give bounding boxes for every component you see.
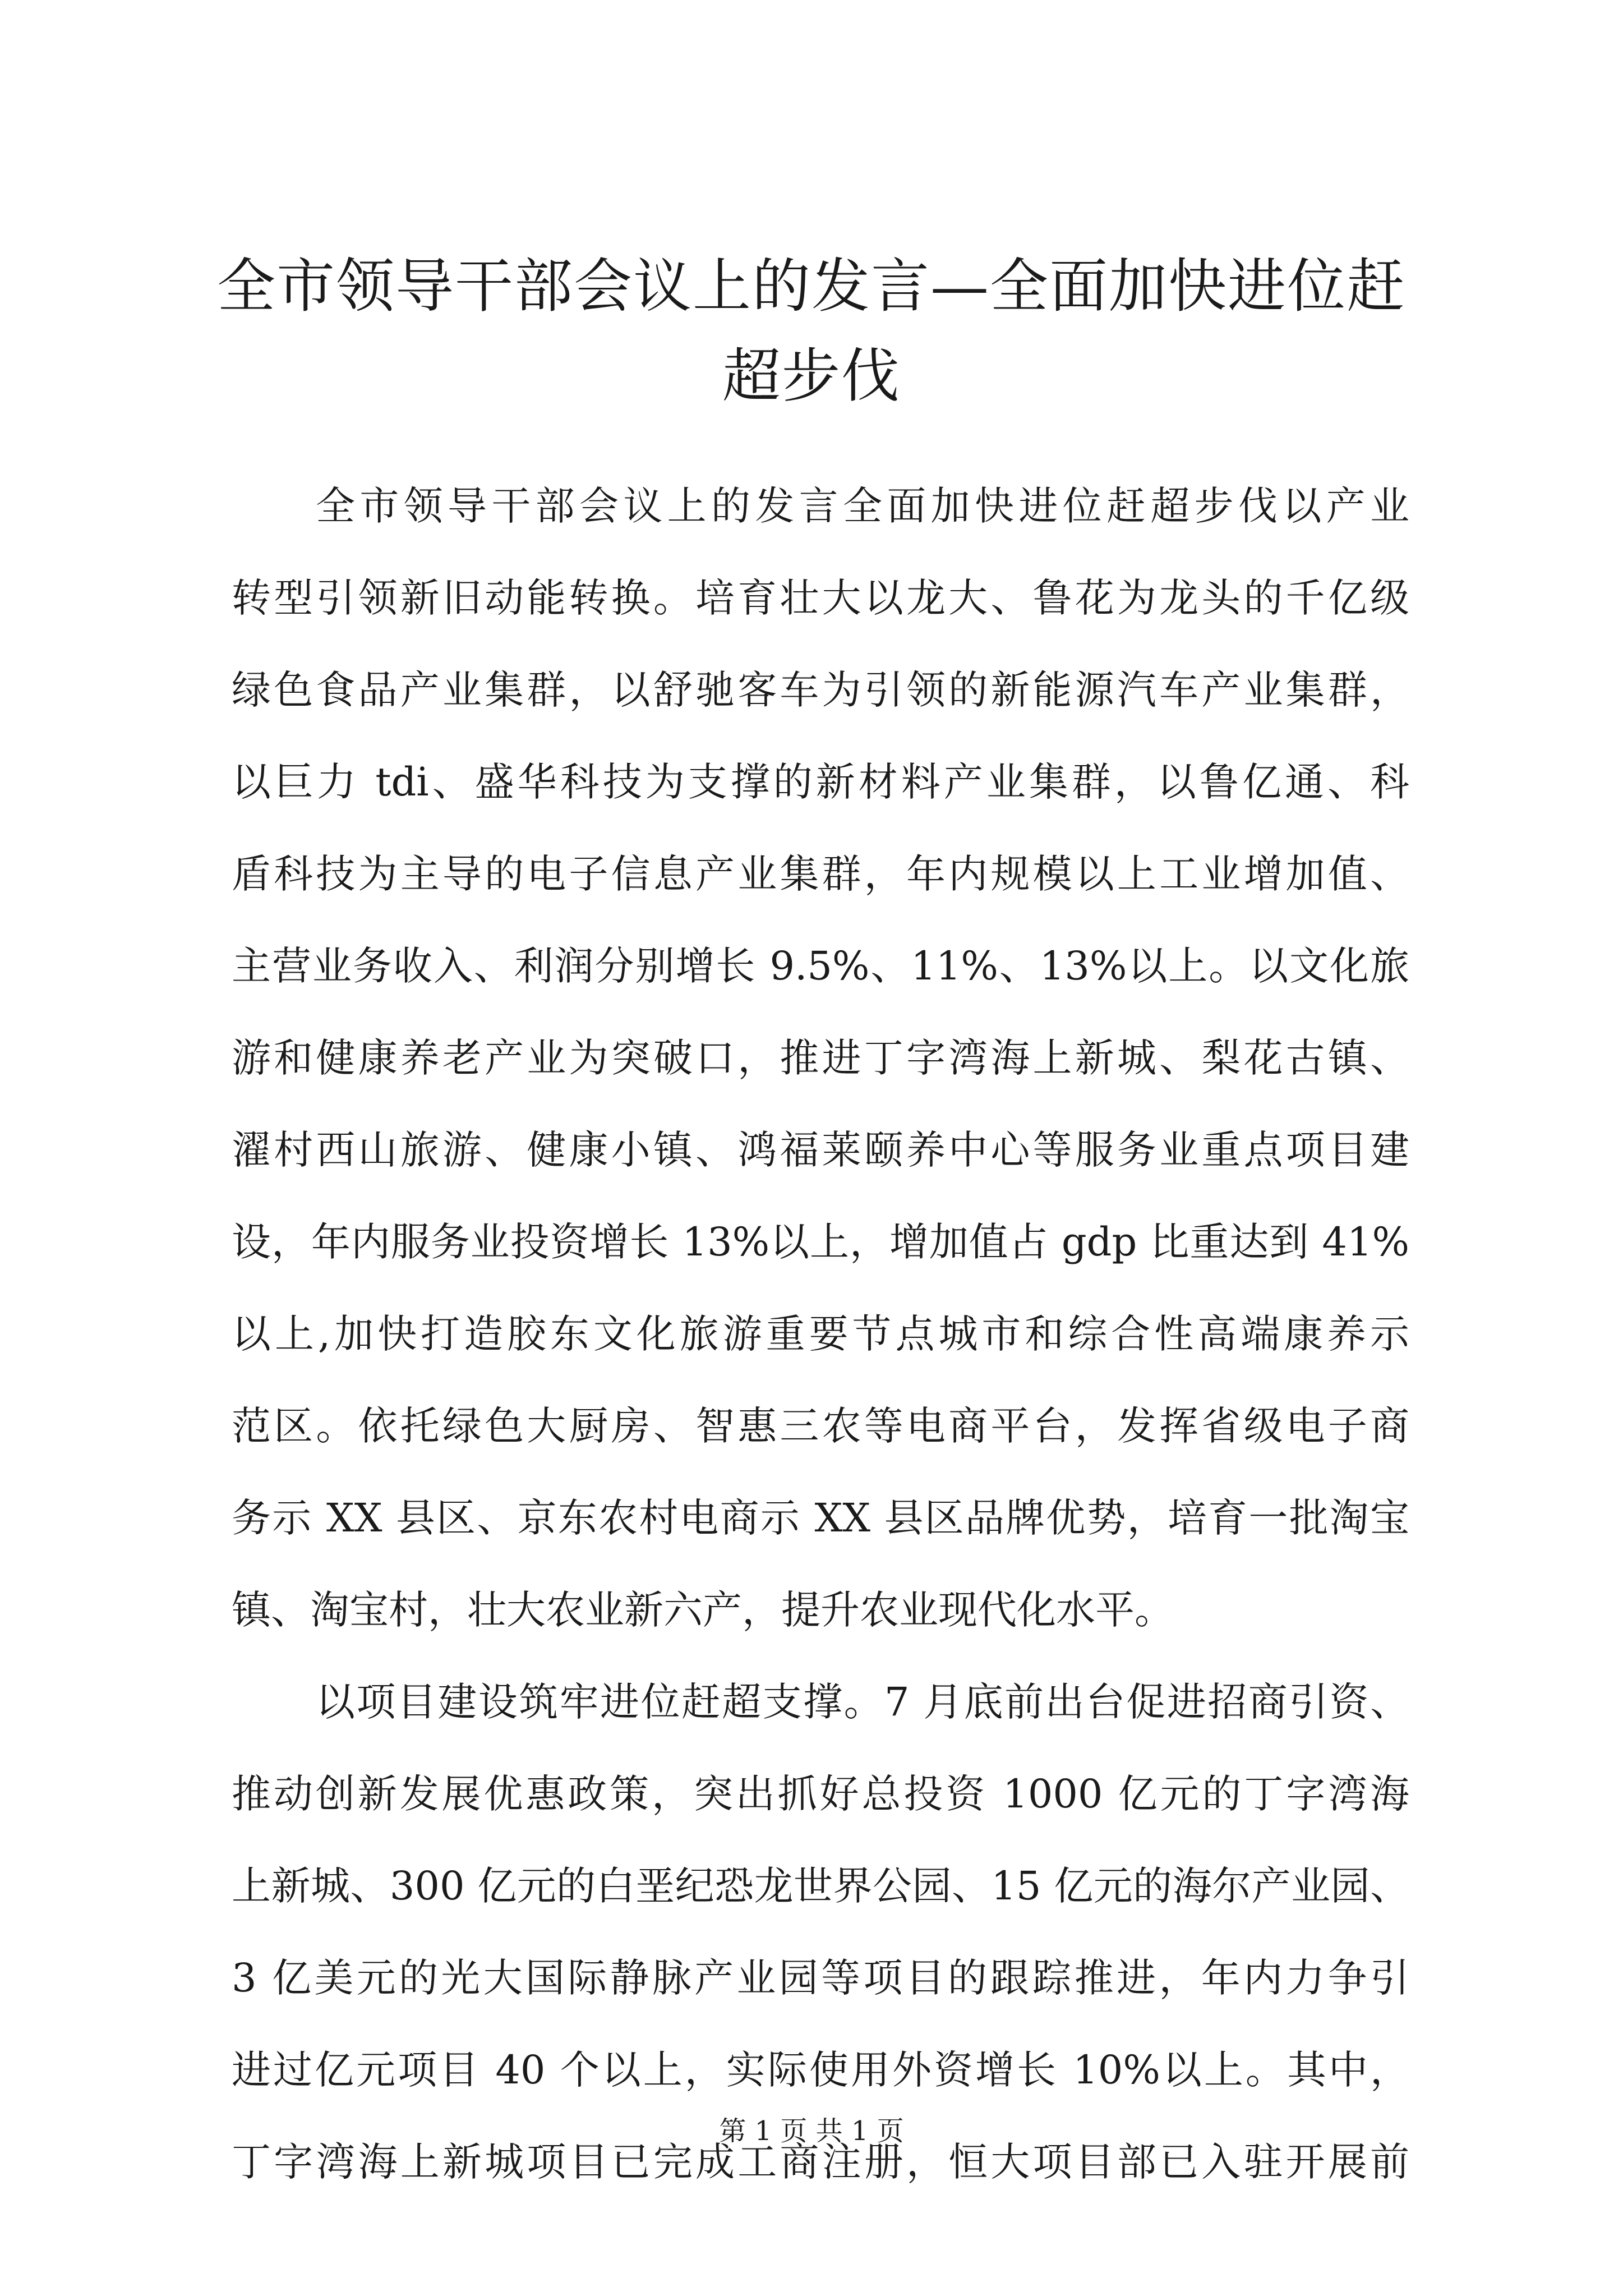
text-line: 游和健康养老产业为突破口，推进丁字湾海上新城、梨花古镇、	[232, 1035, 1409, 1081]
text-line: 丁字湾海上新城项目已完成工商注册，恒大项目部已入驻开展前	[232, 2139, 1409, 2185]
text-line: 镇、淘宝村，壮大农业新六产，提升农业现代化水平。	[232, 1587, 1174, 1633]
text-line: 主营业务收入、利润分别增长 9.5%、11%、13%以上。以文化旅	[232, 943, 1409, 989]
text-line: 设，年内服务业投资增长 13%以上，增加值占 gdp 比重达到 41%	[232, 1219, 1409, 1265]
text-line: 绿色食品产业集群，以舒驰客车为引领的新能源汽车产业集群，	[232, 667, 1409, 713]
text-line: 3 亿美元的光大国际静脉产业园等项目的跟踪推进，年内力争引	[232, 1955, 1409, 2001]
text-line: 以项目建设筑牢进位赶超支撑。7 月底前出台促进招商引资、	[316, 1679, 1409, 1725]
document-title	[202, 241, 1421, 421]
title-line: 全市领导干部会议上的发言—全面加快进位赶	[216, 252, 1406, 320]
text-line: 上新城、300 亿元的白垩纪恐龙世界公园、15 亿元的海尔产业园、	[232, 1863, 1409, 1909]
text-line: 以上,加快打造胶东文化旅游重要节点城市和综合性高端康养示	[232, 1311, 1409, 1357]
text-line: 濯村西山旅游、健康小镇、鸿福莱颐养中心等服务业重点项目建	[232, 1127, 1409, 1173]
page-number-footer: 第 1 页 共 1 页	[719, 2115, 904, 2147]
text-line: 以巨力 tdi、盛华科技为支撑的新材料产业集群，以鲁亿通、科	[232, 759, 1409, 805]
text-line: 进过亿元项目 40 个以上，实际使用外资增长 10%以上。其中，	[232, 2047, 1409, 2093]
title-line: 超步伐	[722, 342, 901, 410]
text-line: 推动创新发展优惠政策，突出抓好总投资 1000 亿元的丁字湾海	[232, 1771, 1409, 1817]
text-line: 全市领导干部会议上的发言全面加快进位赶超步伐以产业	[316, 483, 1409, 529]
text-line: 范区。依托绿色大厨房、智惠三农等电商平台，发挥省级电子商	[232, 1403, 1409, 1449]
text-line: 务示 XX 县区、京东农村电商示 XX 县区品牌优势，培育一批淘宝	[232, 1495, 1409, 1541]
document-body	[232, 460, 1409, 2208]
paragraph-1	[232, 460, 1409, 1656]
text-line: 盾科技为主导的电子信息产业集群，年内规模以上工业增加值、	[232, 851, 1409, 897]
text-line: 转型引领新旧动能转换。培育壮大以龙大、鲁花为龙头的千亿级	[232, 575, 1409, 621]
